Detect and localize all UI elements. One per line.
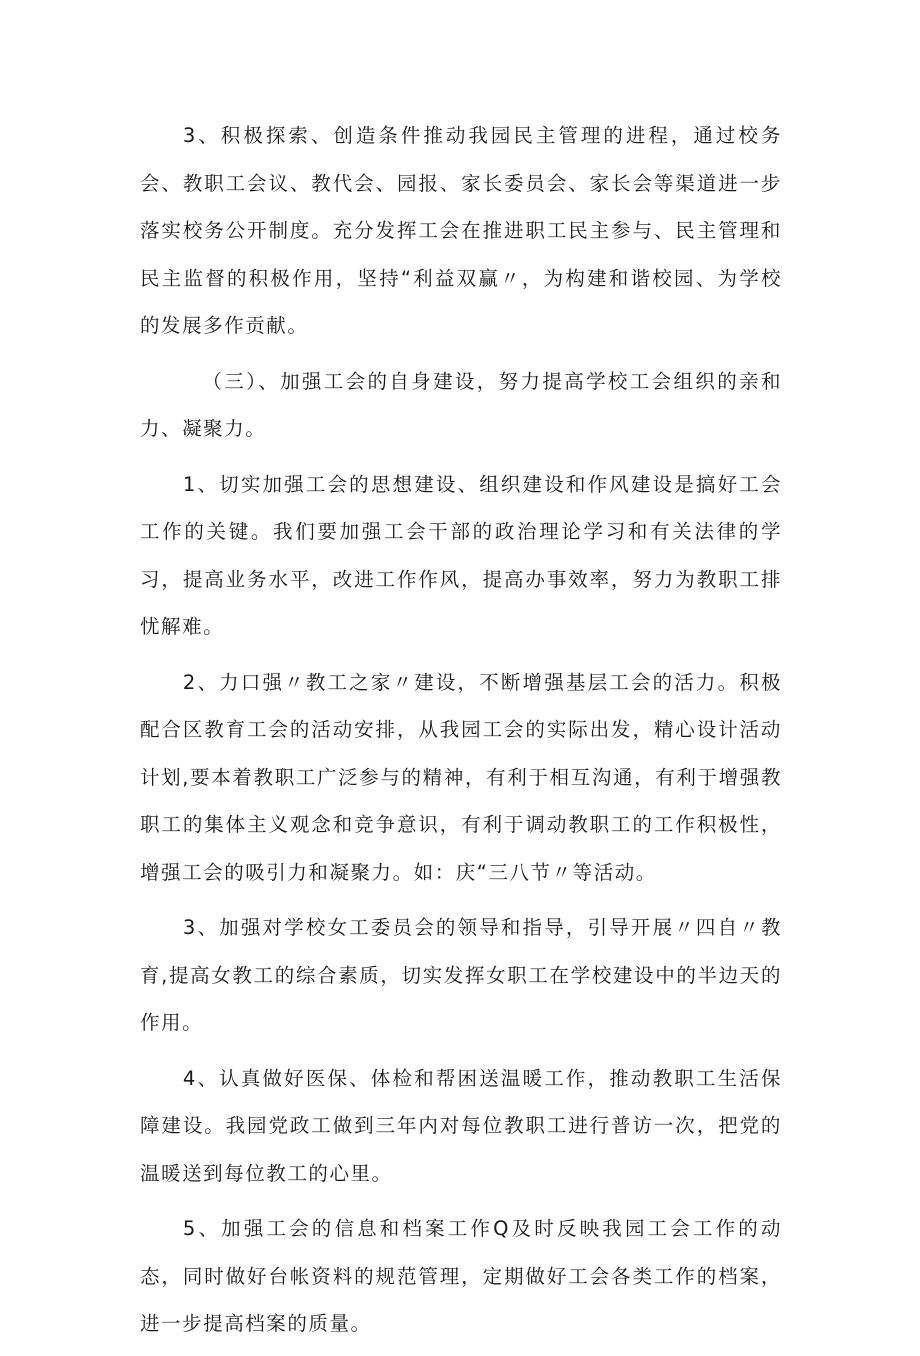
paragraph-item-1-ideological-building: 1、切实加强工会的思想建设、组织建设和作风建设是搞好工会工作的关键。我们要加强工会干部的政治理论学习和有关法律的学习，提高业务水平，改进工作作风，提高办事效率，努力为教职工排忧解难。: [140, 472, 782, 638]
document-body: [140, 112, 782, 1356]
paragraph-item-2-teachers-home: 2、力口强〃教工之家〃建设，不断增强基层工会的活力。积极配合区教育工会的活动安排，从我园工会的实际出发，精心设计活动计划,要本着教职工广泛参与的精神，有利于相互沟通，有利于增强教职工的集体主义观念和竞争意识，有利于调动教职工的工作积极性，增强工会的吸引力和凝聚力。如：庆“三八节〃等活动。: [140, 670, 782, 884]
paragraph-item-5-archives: 5、加强工会的信息和档案工作Q及时反映我园工会工作的动态，同时做好台帐资料的规范管理，定期做好工会各类工作的档案，进一步提高档案的质量。: [140, 1217, 782, 1335]
paragraph-item-3-democratic-management: 3、积极探索、创造条件推动我园民主管理的进程，通过校务会、教职工会议、教代会、园报、家长委员会、家长会等渠道进一步落实校务公开制度。充分发挥工会在推进职工民主参与、民主管理和民主监督的积极作用，坚持“利益双赢〃，为构建和谐校园、为学校的发展多作贡献。: [140, 124, 782, 337]
section-heading-self-building: （三）、加强工会的自身建设，努力提高学校工会组织的亲和力、凝聚力。: [140, 369, 782, 440]
paragraph-item-4-welfare: 4、认真做好医保、体检和帮困送温暖工作，推动教职工生活保障建设。我园党政工做到三年内对每位教职工进行普访一次，把党的温暖送到每位教工的心里。: [140, 1066, 782, 1185]
paragraph-item-3-women-committee: 3、加强对学校女工委员会的领导和指导，引导开展〃四自〃教育,提高女教工的综合素质，切实发挥女职工在学校建设中的半边天的作用。: [140, 916, 782, 1034]
